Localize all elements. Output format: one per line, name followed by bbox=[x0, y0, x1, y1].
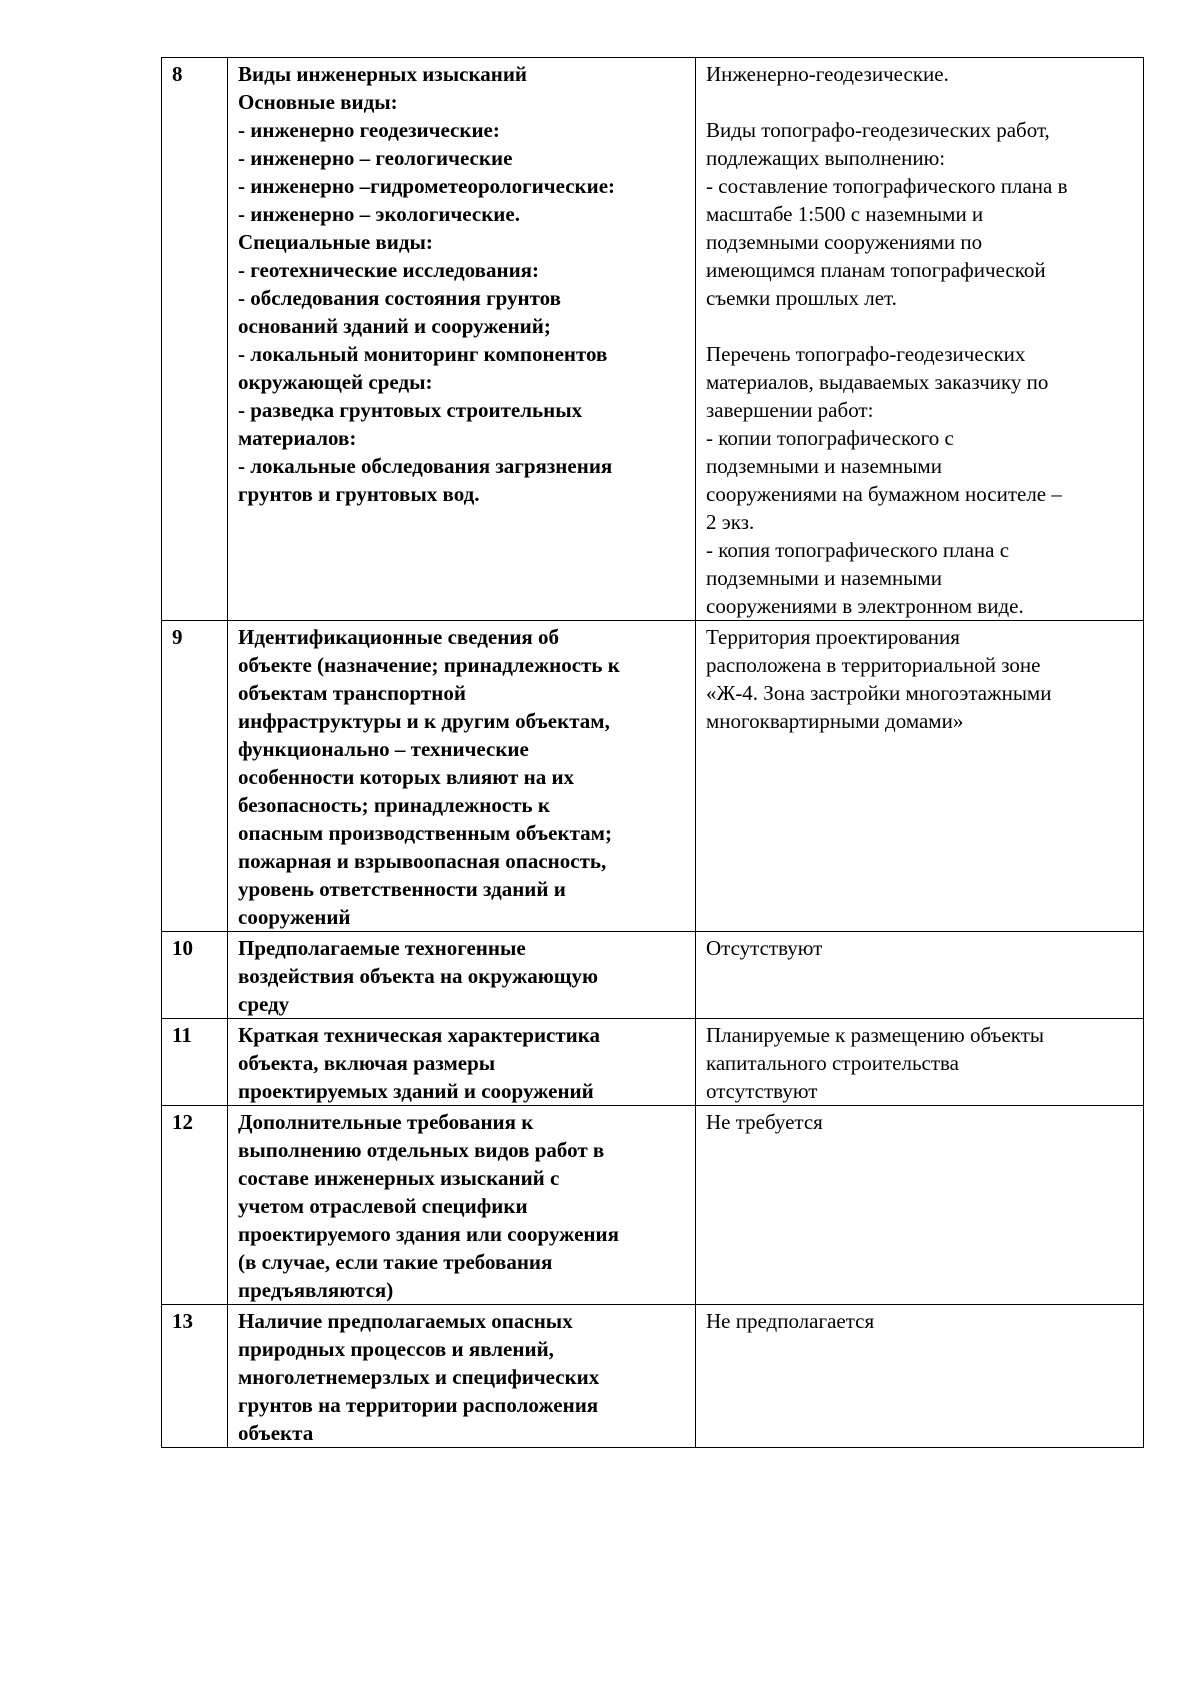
parameter-name-cell bbox=[228, 58, 696, 621]
parameter-value-cell bbox=[696, 621, 1144, 932]
parameter-name-line: объектам транспортной bbox=[238, 681, 466, 705]
table-row bbox=[162, 621, 1144, 932]
parameter-name-line: Наличие предполагаемых опасных bbox=[238, 1309, 573, 1333]
parameter-value-line: завершении работ: bbox=[706, 398, 874, 422]
parameter-name-line: объекта, включая размеры bbox=[238, 1051, 496, 1075]
parameter-name-line: грунтов на территории расположения bbox=[238, 1393, 599, 1417]
parameter-value-line: имеющимся планам топографической bbox=[706, 258, 1046, 282]
parameter-name-line: Краткая техническая характеристика bbox=[238, 1023, 601, 1047]
row-number: 13 bbox=[162, 1305, 228, 1448]
parameter-name-line: многолетнемерзлых и специфических bbox=[238, 1365, 600, 1389]
parameter-value-line: подземными сооружениями по bbox=[706, 230, 983, 254]
parameter-name-line: проектируемого здания или сооружения bbox=[238, 1222, 619, 1246]
parameter-name-line: сооружений bbox=[238, 905, 351, 929]
parameter-value-line: Территория проектирования bbox=[706, 625, 960, 649]
parameter-value-line: подземными и наземными bbox=[706, 454, 942, 478]
parameter-name-cell bbox=[228, 621, 696, 932]
parameter-name-line: оснований зданий и сооружений; bbox=[238, 314, 551, 338]
parameter-name-line: - геотехнические исследования: bbox=[238, 258, 540, 282]
parameter-name-line: особенности которых влияют на их bbox=[238, 765, 575, 789]
parameter-name-line: природных процессов и явлений, bbox=[238, 1337, 554, 1361]
parameter-value-line: - составление топографического плана в bbox=[706, 174, 1068, 198]
parameter-name-line: - инженерно –гидрометеорологические: bbox=[238, 174, 616, 198]
parameter-value-line: сооружениями в электронном виде. bbox=[706, 594, 1024, 618]
parameter-name-line: - инженерно – геологические bbox=[238, 146, 513, 170]
parameter-value-line: подлежащих выполнению: bbox=[706, 146, 946, 170]
parameter-name-line: Идентификационные сведения об bbox=[238, 625, 560, 649]
table-row bbox=[162, 1305, 1144, 1448]
parameter-value-line: - копии топографического с bbox=[706, 426, 954, 450]
table-row bbox=[162, 1106, 1144, 1305]
parameter-value-cell bbox=[696, 1106, 1144, 1305]
table-row bbox=[162, 1019, 1144, 1106]
parameter-name-line: Виды инженерных изысканий bbox=[238, 62, 528, 86]
parameter-value-line: «Ж-4. Зона застройки многоэтажными bbox=[706, 681, 1052, 705]
parameter-name-cell bbox=[228, 1019, 696, 1106]
requirements-table bbox=[161, 57, 1144, 1448]
parameter-name-line: инфраструктуры и к другим объектам, bbox=[238, 709, 610, 733]
parameter-name-line: - обследования состояния грунтов bbox=[238, 286, 561, 310]
parameter-value-line: Инженерно-геодезические. bbox=[706, 62, 949, 86]
parameter-value-line: масштабе 1:500 с наземными и bbox=[706, 202, 984, 226]
parameter-name-line: составе инженерных изысканий с bbox=[238, 1166, 560, 1190]
parameter-name-line: пожарная и взрывоопасная опасность, bbox=[238, 849, 607, 873]
parameter-value-line: Планируемые к размещению объекты bbox=[706, 1023, 1045, 1047]
parameter-name-line: Дополнительные требования к bbox=[238, 1110, 534, 1134]
parameter-name-line: предъявляются) bbox=[238, 1278, 394, 1302]
parameter-value-line: сооружениями на бумажном носителе – bbox=[706, 482, 1062, 506]
row-number: 10 bbox=[162, 932, 228, 1019]
parameter-value-cell bbox=[696, 932, 1144, 1019]
parameter-name-line: выполнению отдельных видов работ в bbox=[238, 1138, 605, 1162]
parameter-name-cell bbox=[228, 932, 696, 1019]
table-body bbox=[162, 58, 1144, 1448]
row-number: 9 bbox=[162, 621, 228, 932]
parameter-value-line: 2 экз. bbox=[706, 510, 755, 534]
parameter-value-line: - копия топографического плана с bbox=[706, 538, 1010, 562]
parameter-name-line: объекте (назначение; принадлежность к bbox=[238, 653, 620, 677]
table-row bbox=[162, 932, 1144, 1019]
parameter-name-line: безопасность; принадлежность к bbox=[238, 793, 550, 817]
parameter-name-line: грунтов и грунтовых вод. bbox=[238, 482, 480, 506]
parameter-value-line: Перечень топографо-геодезических bbox=[706, 342, 1026, 366]
parameter-name-line: - разведка грунтовых строительных bbox=[238, 398, 583, 422]
parameter-value-line: съемки прошлых лет. bbox=[706, 286, 897, 310]
parameter-name-line: среду bbox=[238, 992, 290, 1016]
parameter-value-line: Не предполагается bbox=[706, 1309, 875, 1333]
row-number: 12 bbox=[162, 1106, 228, 1305]
parameter-value-line: отсутствуют bbox=[706, 1079, 818, 1103]
parameter-value-cell bbox=[696, 1019, 1144, 1106]
table-row bbox=[162, 58, 1144, 621]
parameter-value-line: расположена в территориальной зоне bbox=[706, 653, 1041, 677]
document-page bbox=[161, 57, 1143, 1448]
parameter-name-line: воздействия объекта на окружающую bbox=[238, 964, 599, 988]
parameter-value-line: Виды топографо-геодезических работ, bbox=[706, 118, 1050, 142]
parameter-value-line: материалов, выдаваемых заказчику по bbox=[706, 370, 1049, 394]
parameter-value-line: Не требуется bbox=[706, 1110, 823, 1134]
parameter-value-cell bbox=[696, 1305, 1144, 1448]
parameter-name-line: проектируемых зданий и сооружений bbox=[238, 1079, 594, 1103]
parameter-name-line: материалов: bbox=[238, 426, 357, 450]
parameter-name-line: - инженерно геодезические: bbox=[238, 118, 500, 142]
parameter-name-line: (в случае, если такие требования bbox=[238, 1250, 553, 1274]
parameter-name-cell bbox=[228, 1305, 696, 1448]
parameter-value-line: многоквартирными домами» bbox=[706, 709, 964, 733]
parameter-name-cell bbox=[228, 1106, 696, 1305]
parameter-name-line: - локальные обследования загрязнения bbox=[238, 454, 613, 478]
parameter-name-line: Основные виды: bbox=[238, 90, 398, 114]
parameter-name-line: опасным производственным объектам; bbox=[238, 821, 612, 845]
row-number: 8 bbox=[162, 58, 228, 621]
parameter-value-line bbox=[706, 88, 1133, 116]
parameter-value-cell bbox=[696, 58, 1144, 621]
parameter-name-line: учетом отраслевой специфики bbox=[238, 1194, 528, 1218]
parameter-value-line bbox=[706, 312, 1133, 340]
row-number: 11 bbox=[162, 1019, 228, 1106]
parameter-name-line: уровень ответственности зданий и bbox=[238, 877, 566, 901]
parameter-name-line: объекта bbox=[238, 1421, 314, 1445]
parameter-value-line: Отсутствуют bbox=[706, 936, 823, 960]
parameter-name-line: окружающей среды: bbox=[238, 370, 433, 394]
parameter-name-line: - инженерно – экологические. bbox=[238, 202, 520, 226]
parameter-name-line: функционально – технические bbox=[238, 737, 529, 761]
parameter-value-line: капитального строительства bbox=[706, 1051, 959, 1075]
parameter-name-line: - локальный мониторинг компонентов bbox=[238, 342, 608, 366]
parameter-name-line: Предполагаемые техногенные bbox=[238, 936, 526, 960]
parameter-value-line: подземными и наземными bbox=[706, 566, 942, 590]
parameter-name-line: Специальные виды: bbox=[238, 230, 433, 254]
